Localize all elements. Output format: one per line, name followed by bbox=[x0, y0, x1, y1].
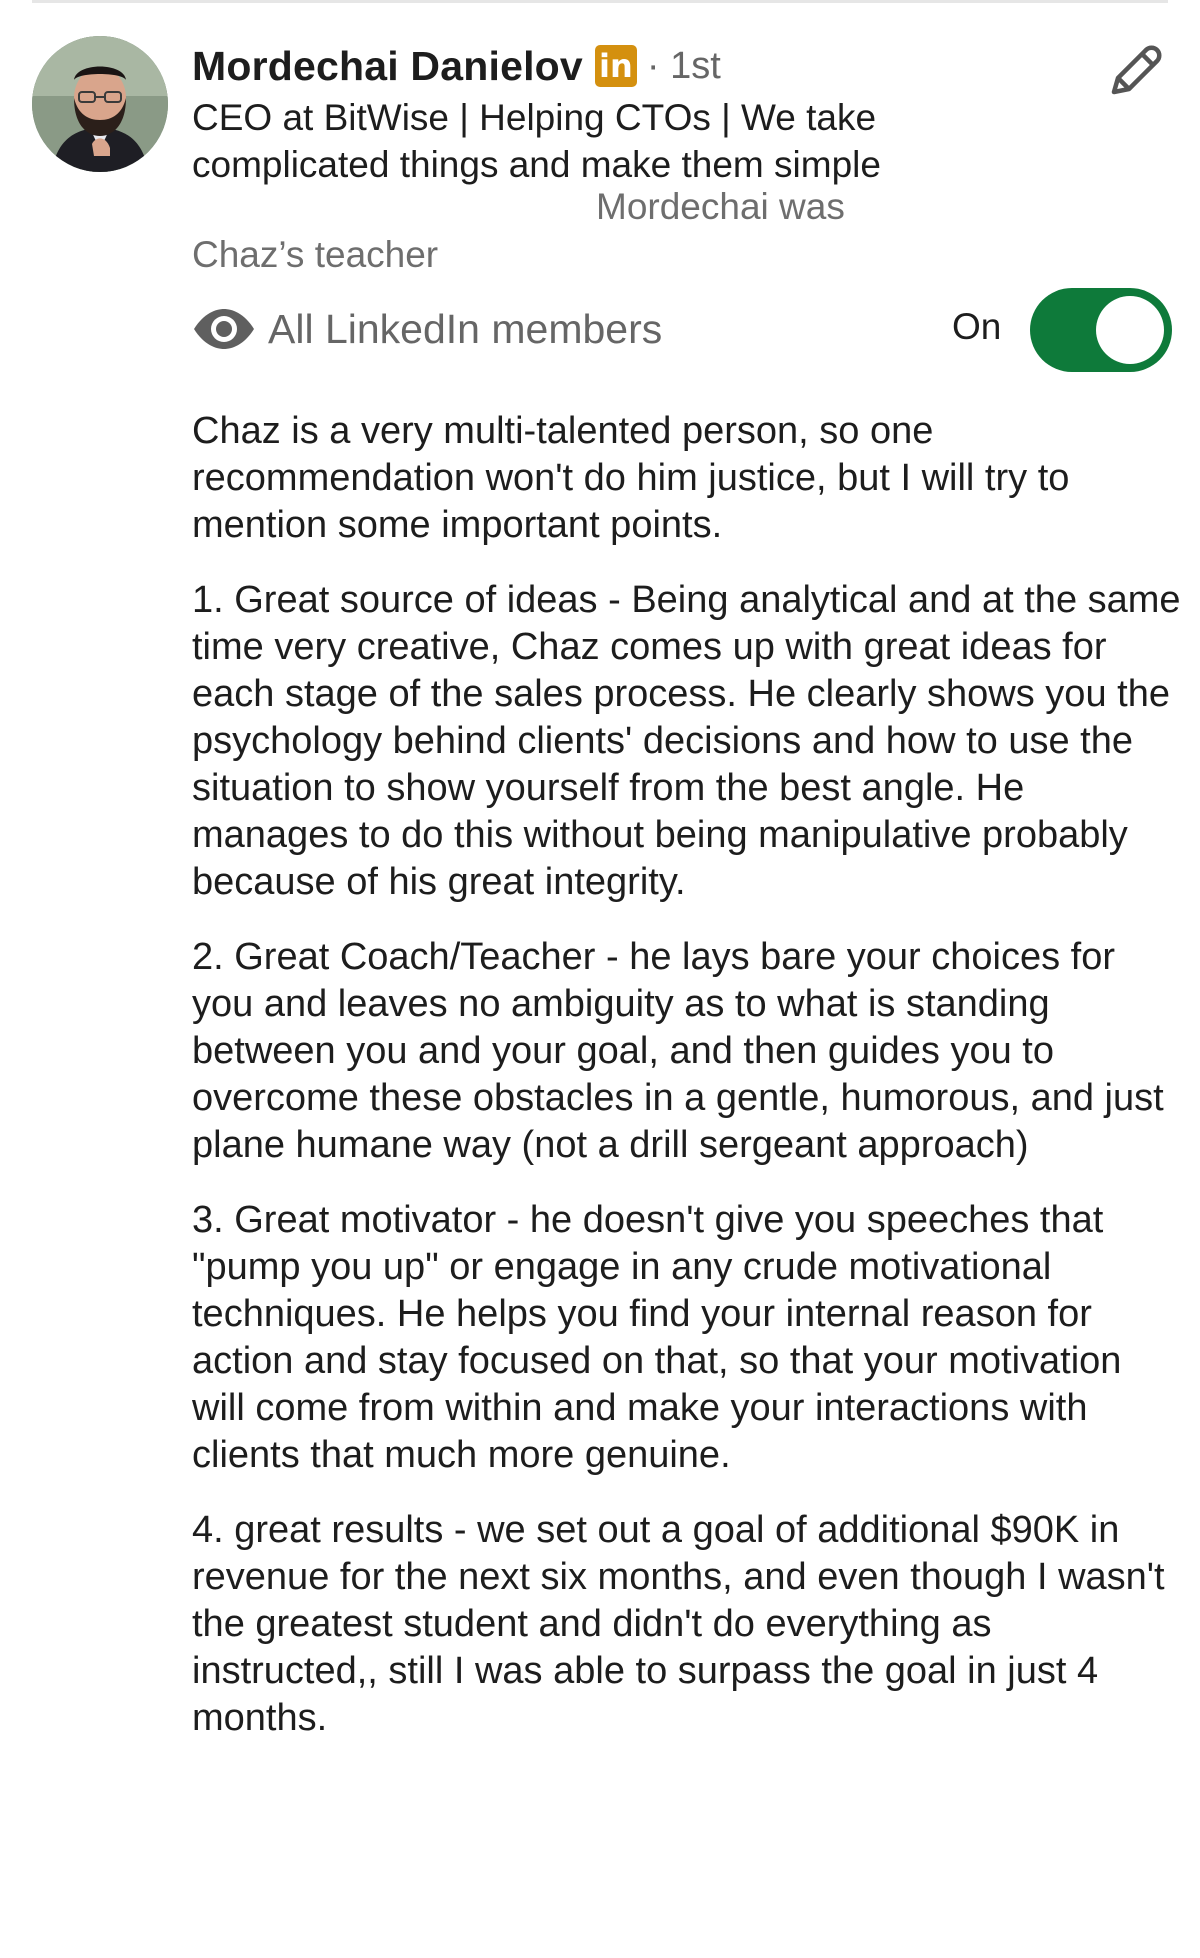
linkedin-premium-icon: in bbox=[595, 45, 637, 87]
recommendation-paragraph: 3. Great motivator - he doesn't give you speeches that "pump you up" or engage in any crude motivational techniques. He helps you find your internal reason for action and stay focused on that, so that your motivation will come from within and make your interactions with clients that much more genuine. bbox=[192, 1199, 1122, 1476]
recommender-header bbox=[192, 38, 1072, 188]
relationship-text-line-1: Mordechai was bbox=[596, 186, 845, 227]
visibility-row bbox=[192, 294, 662, 364]
visibility-toggle[interactable] bbox=[1030, 288, 1172, 372]
avatar-photo bbox=[32, 36, 168, 172]
recommender-name[interactable]: Mordechai Danielov bbox=[192, 42, 583, 89]
relationship-text-line-2: Chaz’s teacher bbox=[192, 234, 439, 275]
pencil-icon bbox=[1100, 38, 1168, 106]
recommendation-text bbox=[192, 408, 1182, 1770]
recommender-headline: CEO at BitWise | Helping CTOs | We take complicated things and make them simple bbox=[192, 97, 881, 185]
toggle-state-label: On bbox=[952, 306, 1002, 347]
eye-icon bbox=[192, 307, 256, 351]
connection-degree: · 1st bbox=[646, 44, 721, 87]
edit-button[interactable] bbox=[1100, 38, 1168, 106]
name-row bbox=[192, 38, 1072, 94]
recommendation-paragraph: 4. great results - we set out a goal of additional $90K in revenue for the next six months, and even though I wasn't the greatest student and didn't do everything as instructed,, still I was able to surpass the goal in just 4 months. bbox=[192, 1509, 1165, 1739]
avatar[interactable] bbox=[32, 36, 168, 172]
recommendation-paragraph: 2. Great Coach/Teacher - he lays bare your choices for you and leaves no ambiguity as to what is standing between you and your goal, and then guides you to overcome these obstacles in a gentle, humorous, and just plane humane way (not a drill sergeant approach) bbox=[192, 936, 1164, 1166]
visibility-label: All LinkedIn members bbox=[268, 305, 663, 352]
top-divider bbox=[32, 0, 1168, 3]
recommendation-paragraph: Chaz is a very multi-talented person, so one recommendation won't do him justice, but I will try to mention some important points. bbox=[192, 410, 1070, 546]
recommendation-paragraph: 1. Great source of ideas - Being analytical and at the same time very creative, Chaz comes up with great ideas for each stage of the sales process. He clearly shows you the psychology behind clients' decisions and how to use the situation to show yourself from the best angle. He manages to do this without being manipulative probably because of his great integrity. bbox=[192, 579, 1181, 903]
toggle-knob bbox=[1096, 296, 1164, 364]
